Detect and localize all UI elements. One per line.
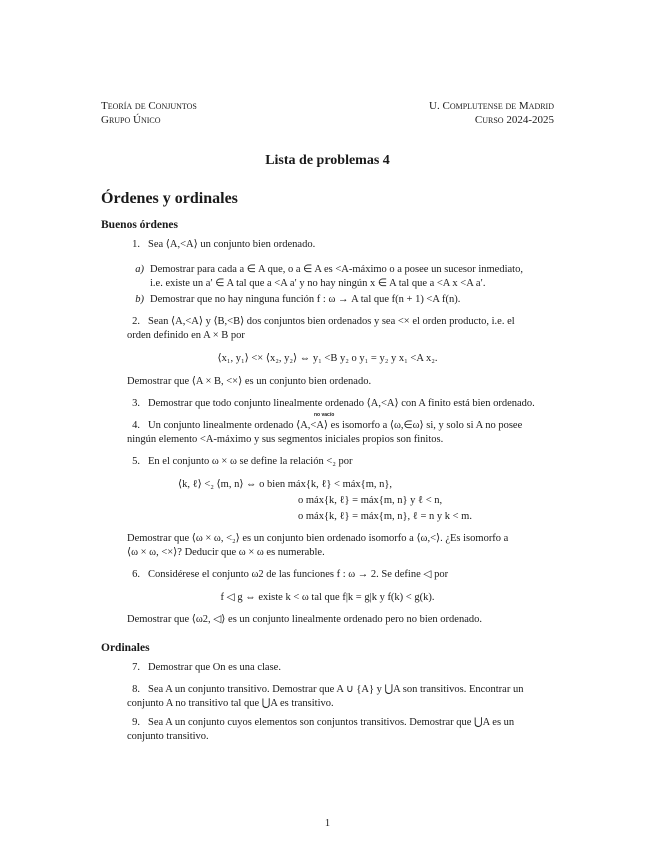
problem-1-text: Sea ⟨A,<A⟩ un conjunto bien ordenado. [148,239,316,250]
problem-4-line-1: Un conjunto linealmente ordenado ⟨A,<A⟩ es isomorfo a ⟨ω,∈ω⟩ si, y solo si A no posee [148,420,523,431]
academic-year: Curso 2024-2025 [474,114,554,126]
problem-4-line-2: ningún elemento <A-máximo y sus segmentos iniciales propios son finitos. [127,434,444,445]
problem-1b-text: Demostrar que no hay ninguna función f : ω → A tal que f(n + 1) <A f(n). [150,294,461,305]
subsection-heading-ordinals: Ordinales [101,642,150,654]
problem-5-line-2: Demostrar que ⟨ω × ω, <₂⟩ es un conjunto bien ordenado isomorfo a ⟨ω,<⟩. ¿Es isomorfo a [127,533,509,544]
problem-5-equation-2: o máx{k, ℓ} = máx{m, n} y ℓ < n, [298,495,443,506]
problem-3-text: Demostrar que todo conjunto linealmente ordenado ⟨A,<A⟩ con A finito está bien ordenado. [148,398,535,409]
header-right [429,99,554,127]
problem-6-line-2: Demostrar que ⟨ω2, ◁⟩ es un conjunto linealmente ordenado pero no bien ordenado. [127,614,482,625]
problem-6-line-1: Considérese el conjunto ω2 de las funciones f : ω → 2. Se define ◁ por [148,569,449,580]
problem-number: 6. [132,569,140,580]
problem-2-line-2: orden definido en A × B por [127,330,245,341]
page-title: Lista de problemas 4 [265,153,390,168]
university-name: U. Complutense de Madrid [429,100,554,112]
problem-2-equation: ⟨x₁, y₁⟩ <× ⟨x₂, y₂⟩ ⇔ y₁ <B y₂ o y₁ = y₂ y x₁ <A x₂. [217,353,438,364]
item-label-a: a) [135,264,144,275]
subsection-heading-well-orders: Buenos órdenes [101,219,178,231]
problem-9-line-2: conjunto transitivo. [127,731,209,742]
problem-number: 4. [132,420,140,431]
problem-1a-line-2: i.e. existe un a′ ∈ A tal que a <A a′ y no hay ningún x ∈ A tal que a <A x <A a′. [150,278,486,289]
section-heading: Órdenes y ordinales [101,190,238,207]
problem-number: 2. [132,316,140,327]
problem-number: 1. [132,239,140,250]
problem-2-line-1: Sean ⟨A,<A⟩ y ⟨B,<B⟩ dos conjuntos bien ordenados y sea <× el orden producto, i.e. el [148,316,515,327]
problem-number: 7. [132,662,140,673]
problem-7-text: Demostrar que On es una clase. [148,662,281,673]
problem-9-line-1: Sea A un conjunto cuyos elementos son conjuntos transitivos. Demostrar que ⋃A es un [148,717,515,728]
problem-number: 3. [132,398,140,409]
problem-number: 9. [132,717,140,728]
problem-2-line-3: Demostrar que ⟨A × B, <×⟩ es un conjunto bien ordenado. [127,376,372,387]
problem-5-equation-1: ⟨k, ℓ⟩ <₂ ⟨m, n⟩ ⇔ o bien máx{k, ℓ} < máx{m, n}, [178,479,393,490]
problem-number: 5. [132,456,140,467]
problem-number: 8. [132,684,140,695]
course-name: Teoría de Conjuntos [101,100,197,112]
problem-1a-line-1: Demostrar para cada a ∈ A que, o a ∈ A es <A-máximo o a posee un sucesor inmediato, [150,264,523,275]
item-label-b: b) [135,294,144,305]
problem-8-line-1: Sea A un conjunto transitivo. Demostrar que A ∪ {A} y ⋃A son transitivos. Encontrar un [148,684,524,695]
problem-5-line-1: En el conjunto ω × ω se define la relación <₂ por [148,456,353,467]
problem-8-line-2: conjunto A no transitivo tal que ⋃A es transitivo. [127,698,334,709]
handwritten-annotation: no vacío [314,412,335,418]
problem-5-equation-3: o máx{k, ℓ} = máx{m, n}, ℓ = n y k < m. [298,511,472,522]
header-left [101,99,197,127]
problem-5-line-3: ⟨ω × ω, <×⟩? Deducir que ω × ω es numerable. [127,547,325,558]
problem-6-equation: f ◁ g ⇔ existe k < ω tal que f|k = g|k y f(k) < g(k). [220,592,435,603]
page-number: 1 [324,818,331,829]
group-name: Grupo Único [101,114,161,126]
